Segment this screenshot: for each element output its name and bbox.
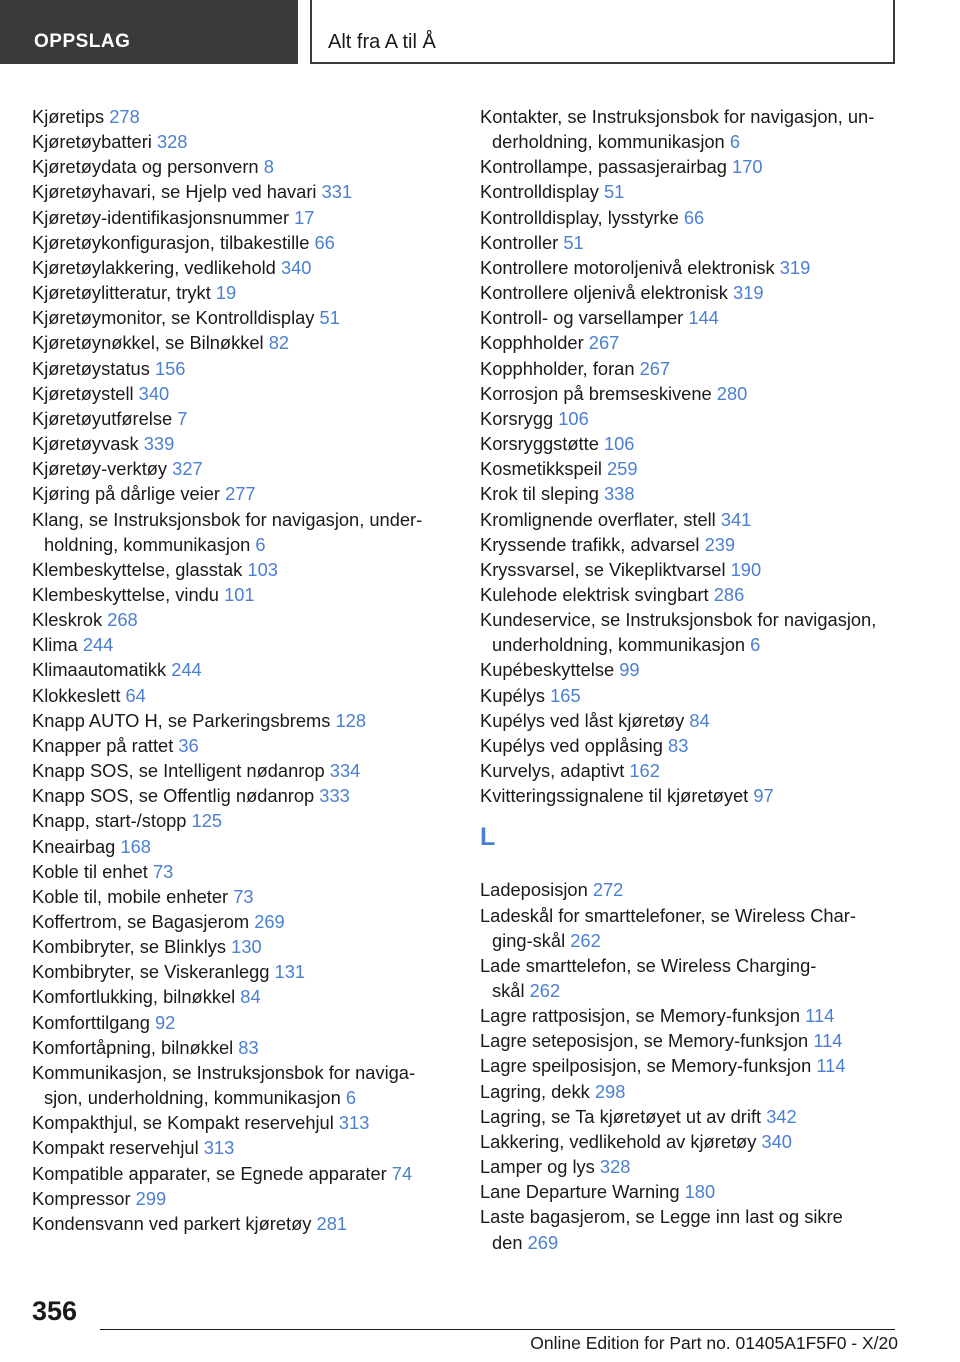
- index-entry: [480, 708, 910, 733]
- entry-term: Knapper på rattet: [32, 734, 174, 756]
- page-reference-link[interactable]: 83: [668, 734, 689, 756]
- page-reference-link[interactable]: 334: [329, 760, 361, 782]
- page-reference-link[interactable]: 51: [319, 307, 340, 329]
- page-reference-link[interactable]: 66: [683, 206, 705, 228]
- entry-term: Lagring, dekk: [480, 1080, 590, 1102]
- page-reference-link[interactable]: 190: [730, 558, 762, 580]
- page-reference-link[interactable]: 6: [345, 1087, 357, 1109]
- page-reference-link[interactable]: 267: [588, 332, 620, 354]
- entry-term: Lagre rattposisjon, se Memory-funksjon: [480, 1005, 801, 1027]
- index-entry: [32, 884, 462, 909]
- index-entry: [32, 632, 462, 657]
- entry-term: Kommunikasjon, se Instruksjonsbok for naviga-: [32, 1061, 416, 1083]
- index-entry: [32, 280, 462, 305]
- index-entry: [32, 834, 462, 859]
- entry-term: Kjøretøy-identifikasjonsnummer: [32, 206, 290, 228]
- page-reference-link[interactable]: 268: [107, 609, 138, 631]
- entry-term: Kryssende trafikk, advarsel: [480, 533, 700, 555]
- entry-term: Kontrolldisplay: [480, 181, 599, 203]
- entry-term: Kontrollere oljenivå elektronisk: [480, 282, 728, 304]
- entry-term: Kjøring på dårlige veier: [32, 483, 220, 505]
- page-reference-link[interactable]: 51: [563, 231, 584, 253]
- entry-term: Kvitteringssignalene til kjøretøyet: [480, 785, 749, 807]
- page-reference-link[interactable]: 281: [316, 1212, 348, 1234]
- entry-term: Kontrolldisplay, lysstyrke: [480, 206, 679, 228]
- index-entry: [32, 406, 462, 431]
- index-entry: [480, 431, 910, 456]
- index-entry: [480, 758, 910, 783]
- index-entry: [480, 255, 910, 280]
- index-entry: [480, 557, 910, 582]
- index-entry: [480, 1204, 910, 1254]
- page-reference-link[interactable]: 101: [224, 583, 255, 605]
- index-entry: [480, 406, 910, 431]
- page-reference-link[interactable]: 278: [109, 106, 140, 127]
- entry-term: holdning, kommunikasjon: [44, 533, 251, 555]
- entry-term: Kjøretøy-verktøy: [32, 458, 168, 480]
- page-reference-link[interactable]: 73: [233, 885, 254, 907]
- page-reference-link[interactable]: 103: [247, 558, 278, 580]
- entry-term: Lagring, se Ta kjøretøyet ut av drift: [480, 1105, 762, 1127]
- entry-term: Kjøretøylitteratur, trykt: [32, 282, 211, 304]
- index-entry: [32, 1035, 462, 1060]
- index-entry: [32, 909, 462, 934]
- page-reference-link[interactable]: 298: [594, 1080, 626, 1102]
- page-reference-link[interactable]: 19: [215, 282, 237, 304]
- page-reference-link[interactable]: 128: [335, 709, 366, 731]
- entry-term: Knapp, start-/stopp: [32, 810, 187, 832]
- page-reference-link[interactable]: 66: [314, 231, 335, 253]
- entry-term: Komfortåpning, bilnøkkel: [32, 1036, 234, 1058]
- index-entry: [480, 532, 910, 557]
- index-entry: [32, 733, 462, 758]
- index-entry: [32, 1186, 462, 1211]
- page-reference-link[interactable]: 244: [82, 634, 114, 656]
- entry-term: Kjøretips: [32, 106, 105, 127]
- page-reference-link[interactable]: 319: [733, 282, 764, 304]
- entry-term: Kurvelys, adaptivt: [480, 760, 625, 782]
- section-tab: OPPSLAG: [0, 0, 298, 64]
- page-reference-link[interactable]: 269: [527, 1231, 559, 1253]
- index-entry: [480, 154, 910, 179]
- page-reference-link[interactable]: 82: [268, 332, 290, 354]
- entry-term: Korsryggstøtte: [480, 433, 599, 455]
- entry-term: Knapp SOS, se Offentlig nødanrop: [32, 785, 315, 807]
- index-entry: [480, 877, 910, 902]
- page-reference-link[interactable]: 8: [263, 156, 274, 178]
- footer-rule: [100, 1329, 895, 1330]
- entry-term: Kontrollampe, passasjerairbag: [480, 156, 727, 178]
- index-entry: [480, 1129, 910, 1154]
- page-reference-link[interactable]: 17: [294, 206, 315, 228]
- entry-term: underholdning, kommunikasjon: [492, 634, 746, 656]
- page-reference-link[interactable]: 74: [391, 1162, 413, 1184]
- page-reference-link[interactable]: 64: [125, 684, 146, 706]
- entry-term: Kombibryter, se Blinklys: [32, 936, 227, 958]
- page-reference-link[interactable]: 144: [688, 307, 719, 329]
- entry-term: Lade smarttelefon, se Wireless Charging-: [480, 954, 817, 976]
- page-reference-link[interactable]: 131: [274, 961, 306, 983]
- index-entry: [480, 783, 910, 808]
- index-entry: [32, 959, 462, 984]
- entry-term: Kromlignende overflater, stell: [480, 508, 716, 530]
- entry-term: skål: [492, 980, 525, 1001]
- entry-term: Kompakt reservehjul: [32, 1137, 199, 1159]
- entry-term: Kjøretøybatteri: [32, 131, 152, 153]
- index-entry: [32, 330, 462, 355]
- entry-term: Kjøretøyhavari, se Hjelp ved havari: [32, 181, 317, 203]
- index-entry: [480, 903, 910, 953]
- index-entry: [32, 481, 462, 506]
- page-number: 356: [32, 1296, 78, 1326]
- index-entry: [480, 1154, 910, 1179]
- entry-term: Komfortlukking, bilnøkkel: [32, 986, 236, 1008]
- page-reference-link[interactable]: 7: [177, 407, 188, 429]
- page-reference-link[interactable]: 280: [716, 382, 748, 404]
- entry-term: Kupélys: [480, 684, 546, 706]
- index-entry: [480, 953, 910, 1003]
- index-entry: [480, 1003, 910, 1028]
- index-entry: [32, 582, 462, 607]
- index-entry: [32, 859, 462, 884]
- page-reference-link[interactable]: 319: [779, 256, 811, 278]
- entry-term: Koffertrom, se Bagasjerom: [32, 911, 250, 932]
- entry-term: Kombibryter, se Viskeranlegg: [32, 961, 270, 983]
- index-entry: [32, 255, 462, 280]
- page-reference-link[interactable]: 6: [750, 634, 761, 656]
- page-reference-link[interactable]: 262: [570, 929, 601, 951]
- section-letter: L: [480, 823, 496, 852]
- entry-term: Kneairbag: [32, 835, 116, 857]
- index-column-left: [32, 104, 462, 1236]
- page-reference-link[interactable]: 84: [240, 986, 261, 1008]
- page-reference-link[interactable]: 114: [813, 1030, 843, 1052]
- entry-term: Kosmetikkspeil: [480, 458, 602, 480]
- page-reference-link[interactable]: 331: [321, 181, 353, 203]
- chapter-title: Alt fra A til Å: [310, 0, 895, 64]
- entry-term: Klembeskyttelse, glasstak: [32, 558, 243, 580]
- entry-term: Klokkeslett: [32, 684, 121, 706]
- entry-term: Kjøretøykonfigurasjon, tilbakestille: [32, 231, 310, 253]
- entry-term: Kompakthjul, se Kompakt reservehjul: [32, 1112, 334, 1134]
- page-reference-link[interactable]: 97: [753, 785, 774, 807]
- index-entry: [32, 607, 462, 632]
- entry-term: Kjøretøystatus: [32, 357, 150, 379]
- page-reference-link[interactable]: 83: [238, 1036, 259, 1058]
- entry-term: Kjøretøydata og personvern: [32, 156, 259, 178]
- entry-term: Lane Departure Warning: [480, 1181, 680, 1203]
- page-reference-link[interactable]: 106: [603, 433, 635, 455]
- entry-term: Laste bagasjerom, se Legge inn last og sikre: [480, 1206, 843, 1228]
- entry-term: Korsrygg: [480, 407, 554, 429]
- entry-term: Kupélys ved låst kjøretøy: [480, 709, 685, 731]
- entry-term: Kompatible apparater, se Egnede apparater: [32, 1162, 387, 1184]
- page-reference-link[interactable]: 73: [152, 860, 174, 882]
- entry-term: Ladeposisjon: [480, 879, 588, 901]
- index-entry: [32, 1110, 462, 1135]
- index-entry: [32, 708, 462, 733]
- entry-term: Klembeskyttelse, vindu: [32, 583, 219, 605]
- page-reference-link[interactable]: 328: [599, 1156, 631, 1178]
- index-entry: [32, 431, 462, 456]
- index-entry: [32, 205, 462, 230]
- entry-term: Lagre speilposisjon, se Memory-funksjon: [480, 1055, 812, 1077]
- entry-term: Klima: [32, 634, 78, 656]
- page-reference-link[interactable]: 286: [713, 583, 745, 605]
- entry-term: Kontroller: [480, 231, 559, 253]
- page-reference-link[interactable]: 170: [732, 156, 763, 178]
- page-reference-link[interactable]: 341: [720, 508, 752, 530]
- page-reference-link[interactable]: 36: [178, 734, 199, 756]
- index-entry: [480, 205, 910, 230]
- entry-term: Kopphholder, foran: [480, 357, 635, 379]
- entry-term: sjon, underholdning, kommunikasjon: [44, 1087, 341, 1109]
- entry-term: Kopphholder: [480, 332, 584, 354]
- entry-term: Kjøretøynøkkel, se Bilnøkkel: [32, 332, 264, 354]
- page-reference-link[interactable]: 156: [154, 357, 186, 379]
- index-entry: [480, 1104, 910, 1129]
- index-entry: [32, 808, 462, 833]
- entry-term: Knapp SOS, se Intelligent nødanrop: [32, 760, 325, 782]
- index-entry: [480, 1053, 910, 1078]
- index-entry: [32, 984, 462, 1009]
- index-entry: [480, 507, 910, 532]
- index-entry: [480, 104, 910, 154]
- entry-term: Kryssvarsel, se Vikepliktvarsel: [480, 558, 726, 580]
- index-entry: [480, 456, 910, 481]
- page-reference-link[interactable]: 244: [171, 659, 202, 681]
- index-entry: [32, 1060, 462, 1110]
- index-entry: [480, 657, 910, 682]
- entry-term: Kundeservice, se Instruksjonsbok for navigasjon,: [480, 609, 877, 631]
- index-entry: [32, 154, 462, 179]
- index-group-l: [480, 877, 910, 1254]
- entry-term: Kupélys ved opplåsing: [480, 734, 663, 756]
- index-entry: [32, 683, 462, 708]
- index-entry: [32, 1010, 462, 1035]
- entry-term: Kompressor: [32, 1187, 131, 1209]
- entry-term: Kjøretøystell: [32, 382, 134, 404]
- page-reference-link[interactable]: 130: [231, 936, 262, 958]
- entry-term: ging-skål: [492, 929, 566, 951]
- page-reference-link[interactable]: 239: [704, 533, 736, 555]
- page-reference-link[interactable]: 114: [816, 1055, 846, 1077]
- index-entry: [480, 330, 910, 355]
- index-entry: [480, 1028, 910, 1053]
- index-entry: [32, 1135, 462, 1160]
- entry-term: Kleskrok: [32, 609, 103, 631]
- index-entry: [32, 758, 462, 783]
- index-entry: [32, 1161, 462, 1186]
- entry-term: Lakkering, vedlikehold av kjøretøy: [480, 1130, 757, 1152]
- index-entry: [480, 1179, 910, 1204]
- index-entry: [32, 657, 462, 682]
- entry-term: Krok til sleping: [480, 483, 599, 505]
- page-reference-link[interactable]: 84: [689, 709, 710, 731]
- index-entry: [32, 507, 462, 557]
- page-reference-link[interactable]: 267: [639, 357, 671, 379]
- index-entry: [32, 381, 462, 406]
- index-entry: [32, 129, 462, 154]
- page-reference-link[interactable]: 313: [338, 1112, 370, 1134]
- index-entry: [480, 481, 910, 506]
- index-entry: [32, 783, 462, 808]
- page-reference-link[interactable]: 333: [319, 785, 350, 807]
- index-entry: [480, 230, 910, 255]
- entry-term: derholdning, kommunikasjon: [492, 131, 725, 153]
- index-entry: [480, 607, 910, 657]
- page-reference-link[interactable]: 6: [255, 533, 266, 555]
- page-reference-link[interactable]: 313: [203, 1137, 235, 1159]
- entry-term: Lagre seteposisjon, se Memory-funksjon: [480, 1030, 809, 1052]
- page-reference-link[interactable]: 125: [191, 810, 223, 832]
- index-entry: [480, 381, 910, 406]
- index-entry: [32, 230, 462, 255]
- index-entry: [480, 733, 910, 758]
- entry-term: Koble til enhet: [32, 860, 148, 882]
- index-entry: [480, 1079, 910, 1104]
- page-reference-link[interactable]: 328: [156, 131, 188, 153]
- page-reference-link[interactable]: 299: [135, 1187, 167, 1209]
- entry-term: Korrosjon på bremseskivene: [480, 382, 712, 404]
- page-reference-link[interactable]: 327: [172, 458, 203, 480]
- page-reference-link[interactable]: 168: [120, 835, 151, 857]
- entry-term: Kupébeskyttelse: [480, 659, 615, 681]
- index-entry: [32, 1211, 462, 1236]
- page-reference-link[interactable]: 92: [154, 1011, 176, 1033]
- page-reference-link[interactable]: 338: [603, 483, 635, 505]
- entry-term: den: [492, 1231, 523, 1253]
- entry-term: Kjøretøyvask: [32, 433, 139, 455]
- page-reference-link[interactable]: 340: [761, 1130, 792, 1152]
- index-entry: [32, 179, 462, 204]
- page-reference-link[interactable]: 269: [254, 911, 285, 932]
- page-reference-link[interactable]: 162: [629, 760, 660, 782]
- index-entry: [480, 356, 910, 381]
- page-reference-link[interactable]: 340: [280, 256, 312, 278]
- entry-term: Kontroll- og varsellamper: [480, 307, 684, 329]
- index-entry: [480, 305, 910, 330]
- index-entry: [32, 356, 462, 381]
- entry-term: Lamper og lys: [480, 1156, 595, 1178]
- page-reference-link[interactable]: 259: [607, 458, 638, 480]
- entry-term: Kontakter, se Instruksjonsbok for navigasjon, un-: [480, 106, 875, 127]
- page-reference-link[interactable]: 340: [138, 382, 170, 404]
- entry-term: Ladeskål for smarttelefoner, se Wireless Char-: [480, 904, 856, 926]
- index-entry: [480, 280, 910, 305]
- index-entry: [32, 305, 462, 330]
- entry-term: Kjøretøyutførelse: [32, 407, 173, 429]
- page-reference-link[interactable]: 165: [550, 684, 581, 706]
- entry-term: Komforttilgang: [32, 1011, 150, 1033]
- entry-term: Klang, se Instruksjonsbok for navigasjon, under-: [32, 508, 423, 530]
- index-column-right: [480, 104, 910, 1255]
- entry-term: Koble til, mobile enheter: [32, 885, 229, 907]
- index-entry: [32, 456, 462, 481]
- entry-term: Kjøretøylakkering, vedlikehold: [32, 256, 276, 278]
- footer-edition: Online Edition for Part no. 01405A1F5F0 - X/20: [530, 1333, 898, 1353]
- page-reference-link[interactable]: 277: [225, 483, 256, 505]
- page-reference-link[interactable]: 6: [729, 131, 740, 153]
- index-entry: [32, 557, 462, 582]
- index-entry: [480, 582, 910, 607]
- entry-term: Klimaautomatikk: [32, 659, 167, 681]
- entry-term: Kondensvann ved parkert kjøretøy: [32, 1212, 312, 1234]
- page-reference-link[interactable]: 106: [558, 407, 589, 429]
- page-reference-link[interactable]: 99: [619, 659, 640, 681]
- page-reference-link[interactable]: 180: [684, 1181, 716, 1203]
- entry-term: Kjøretøymonitor, se Kontrolldisplay: [32, 307, 315, 329]
- page-reference-link[interactable]: 262: [529, 980, 561, 1001]
- page-header: [0, 0, 960, 64]
- page-reference-link[interactable]: 272: [592, 879, 624, 901]
- page-reference-link[interactable]: 342: [766, 1105, 797, 1127]
- entry-term: Kulehode elektrisk svingbart: [480, 583, 709, 605]
- entry-term: Kontrollere motoroljenivå elektronisk: [480, 256, 775, 278]
- index-entry: [32, 934, 462, 959]
- index-entry: [32, 104, 462, 129]
- index-group-k: [480, 104, 910, 808]
- page-reference-link[interactable]: 114: [805, 1005, 835, 1027]
- page-reference-link[interactable]: 339: [143, 433, 175, 455]
- entry-term: Knapp AUTO H, se Parkeringsbrems: [32, 709, 331, 731]
- page-reference-link[interactable]: 51: [603, 181, 625, 203]
- index-entry: [480, 683, 910, 708]
- index-entry: [480, 179, 910, 204]
